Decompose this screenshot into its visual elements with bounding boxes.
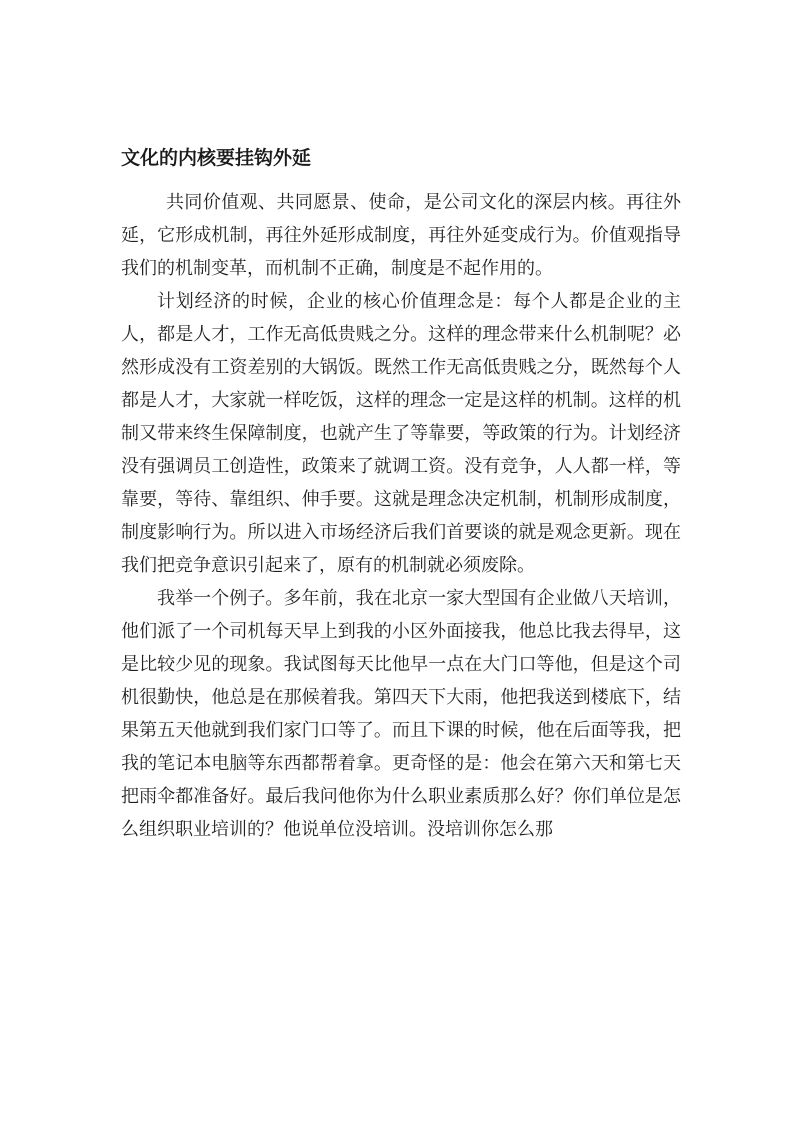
document-title: 文化的内核要挂钩外延	[121, 147, 312, 169]
paragraph: 我举一个例子。多年前，我在北京一家大型国有企业做八天培训，他们派了一个司机每天早上到我的小区外面接我，他总比我去得早，这是比较少见的现象。我试图每天比他早一点在大门口等他，但是这个司机很勤快，他总是在那候着我。第四天下大雨，他把我送到楼底下，结果第五天他就到我们家门口等了。而且下课的时候，他在后面等我，把我的笔记本电脑等东西都帮着拿。更奇怪的是：他会在第六天和第七天把雨伞都准备好。最后我问他你为什么职业素质那么好？你们单位是怎么组织职业培训的？他说单位没培训。没培训你怎么那	[121, 588, 681, 840]
document-body	[121, 143, 681, 846]
paragraph: 计划经济的时候，企业的核心价值理念是：每个人都是企业的主人，都是人才，工作无高低贵贱之分。这样的理念带来什么机制呢？必然形成没有工资差别的大锅饭。既然工作无高低贵贱之分，既然每个人都是人才，大家就一样吃饭，这样的理念一定是这样的机制。这样的机制又带来终生保障制度，也就产生了等靠要，等政策的行为。计划经济没有强调员工创造性，政策来了就调工资。没有竞争，人人都一样，等靠要，等待、靠组织、伸手要。这就是理念决定机制，机制形成制度，制度影响行为。所以进入市场经济后我们首要谈的就是观念更新。现在我们把竞争意识引起来了，原有的机制就必须废除。	[121, 291, 681, 576]
paragraph: 共同价值观、共同愿景、使命，是公司文化的深层内核。再往外延，它形成机制，再往外延形成制度，再往外延变成行为。价值观指导我们的机制变革，而机制不正确，制度是不起作用的。	[121, 192, 681, 279]
